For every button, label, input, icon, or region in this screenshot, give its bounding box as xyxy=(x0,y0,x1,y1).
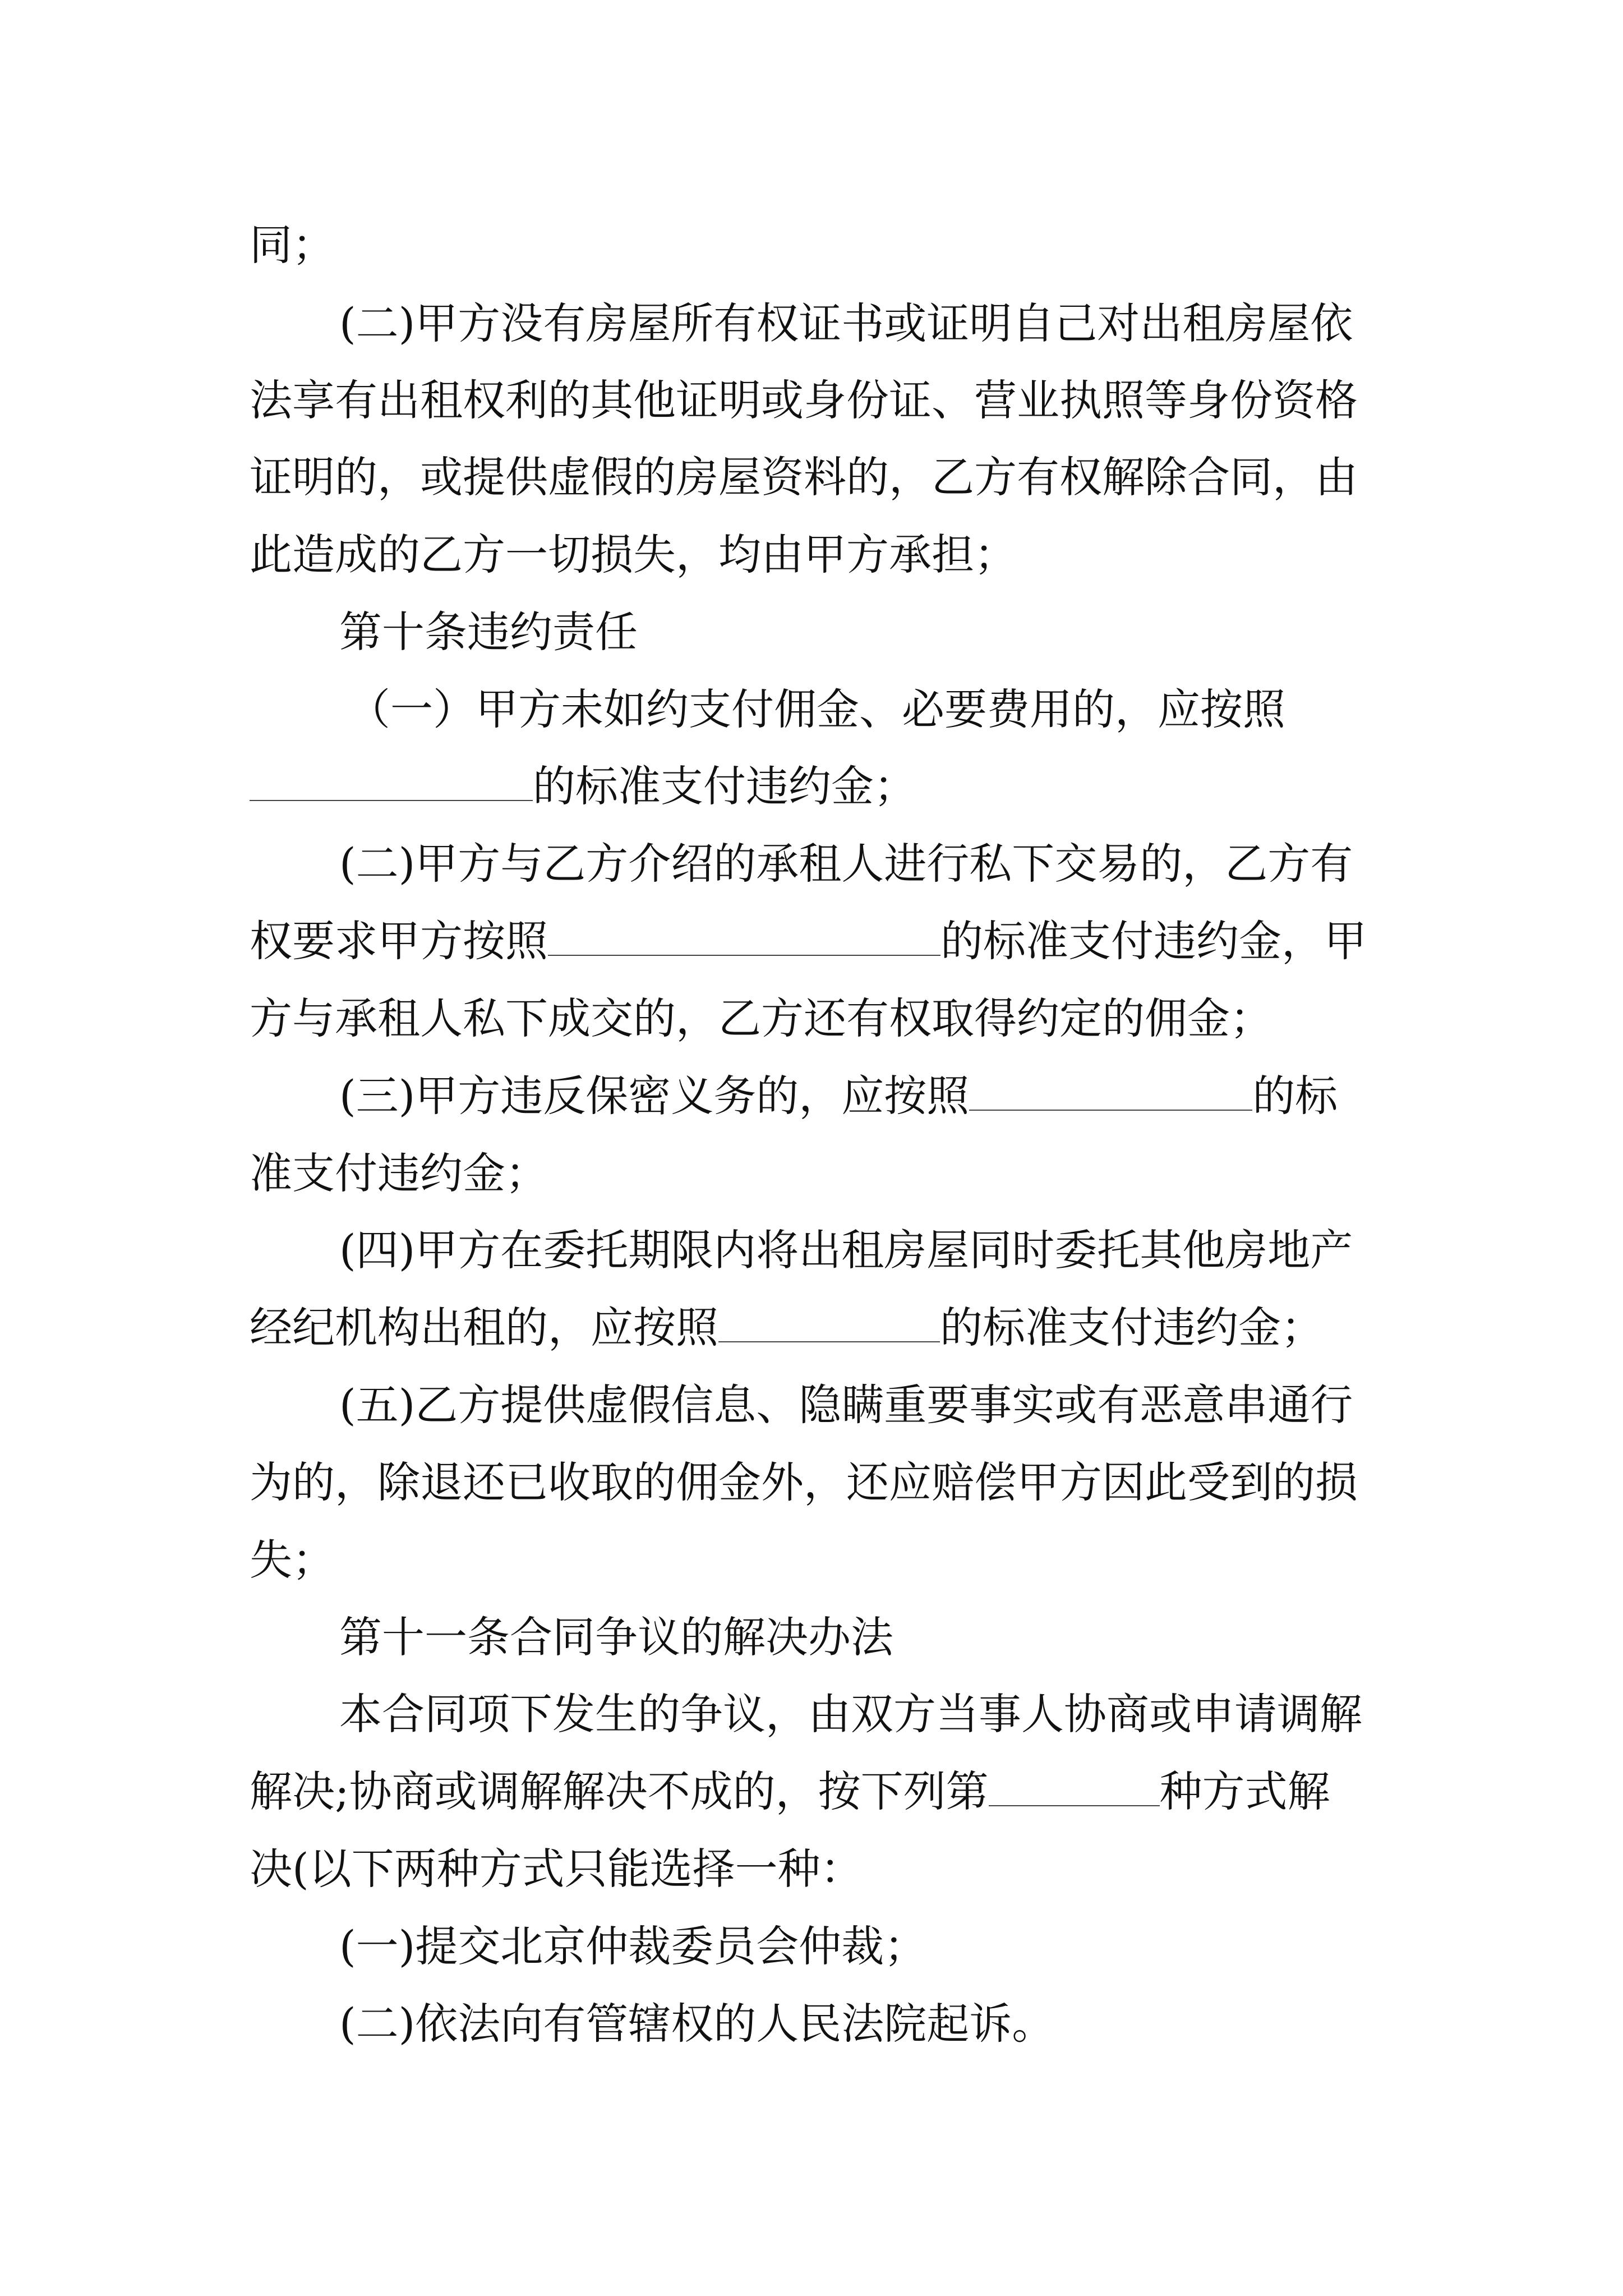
text-span: 失； xyxy=(250,1535,335,1585)
text-span: 的标准支付违约金； xyxy=(940,1303,1324,1352)
text-span: 第十条违约责任 xyxy=(339,607,638,657)
text-span: (二)甲方与乙方介绍的承租人进行私下交易的，乙方有 xyxy=(339,839,1353,889)
fill-in-blank xyxy=(250,763,533,801)
text-span: （一）甲方未如约支付佣金、必要费用的，应按照 xyxy=(348,684,1285,734)
section-heading xyxy=(339,607,638,657)
text-span: (一)提交北京仲裁委员会仲裁； xyxy=(339,1921,927,1971)
section-heading xyxy=(339,1612,893,1663)
text-span: 的标准支付违约金； xyxy=(533,761,916,811)
text-span: 方与承租人私下成交的，乙方还有权取得约定的佣金； xyxy=(250,993,1272,1043)
text-span: 种方式解 xyxy=(1159,1766,1330,1816)
fill-in-blank xyxy=(548,918,940,956)
text-span: 的标 xyxy=(1252,1071,1338,1121)
text-line xyxy=(250,1303,1324,1353)
fill-in-blank xyxy=(718,1304,940,1342)
text-span: 本合同项下发生的争议，由双方当事人协商或申请调解 xyxy=(339,1689,1362,1739)
text-span: 的标准支付违约金，甲 xyxy=(940,916,1367,966)
text-line xyxy=(250,1457,1358,1508)
text-line xyxy=(339,1921,926,1972)
text-span: 为的，除退还已收取的佣金外，还应赔偿甲方因此受到的损 xyxy=(250,1457,1358,1507)
text-span: 权要求甲方按照 xyxy=(250,916,548,966)
text-line xyxy=(250,452,1358,503)
text-span: 此造成的乙方一切损失，均由甲方承担； xyxy=(250,530,1017,579)
text-span: 准支付违约金； xyxy=(250,1148,548,1198)
text-span: 第十一条合同争议的解决办法 xyxy=(339,1612,893,1662)
text-line xyxy=(348,684,1285,735)
text-line xyxy=(339,298,1353,349)
text-line xyxy=(250,1148,548,1199)
text-span: 法享有出租权利的其他证明或身份证、营业执照等身份资格 xyxy=(250,375,1358,425)
text-span: 经纪机构出租的，应按照 xyxy=(250,1303,718,1352)
text-line xyxy=(250,1535,335,1585)
text-span: 解决;协商或调解解决不成的，按下列第 xyxy=(250,1766,989,1816)
text-span: (二)依法向有管辖权的人民法院起诉。 xyxy=(339,1999,1055,2049)
text-line xyxy=(250,220,335,270)
text-line xyxy=(339,1225,1353,1276)
text-line xyxy=(250,993,1272,1044)
text-line xyxy=(250,1844,863,1894)
text-span: 证明的，或提供虚假的房屋资料的，乙方有权解除合同，由 xyxy=(250,452,1358,502)
fill-in-blank xyxy=(969,1073,1252,1111)
text-line xyxy=(339,839,1353,889)
text-line xyxy=(250,530,1017,580)
text-line xyxy=(250,375,1358,426)
text-line xyxy=(339,1999,1054,2049)
text-line xyxy=(250,1766,1330,1817)
fill-in-blank xyxy=(989,1768,1160,1806)
text-line xyxy=(339,1689,1362,1740)
text-line xyxy=(339,1380,1353,1430)
text-span: 同； xyxy=(250,220,335,270)
text-span: (二)甲方没有房屋所有权证书或证明自己对出租房屋依 xyxy=(339,298,1353,348)
text-span: 决(以下两种方式只能选择一种： xyxy=(250,1844,863,1894)
text-span: (四)甲方在委托期限内将出租房屋同时委托其他房地产 xyxy=(339,1225,1353,1275)
text-span: (三)甲方违反保密义务的，应按照 xyxy=(339,1071,970,1121)
text-line xyxy=(339,1071,1338,1121)
text-line xyxy=(250,916,1367,967)
text-line xyxy=(250,761,916,812)
text-span: (五)乙方提供虚假信息、隐瞒重要事实或有恶意串通行 xyxy=(339,1380,1353,1430)
